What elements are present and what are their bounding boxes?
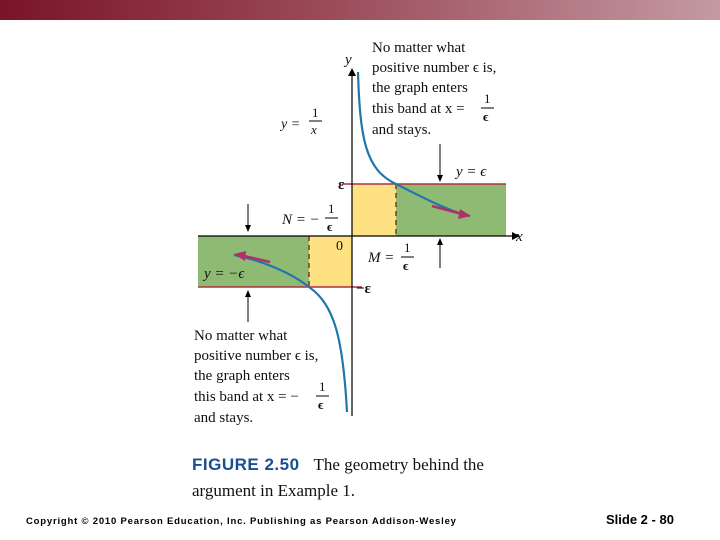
slide-number: Slide 2 - 80 <box>606 512 674 527</box>
lower-note-line-1: No matter what <box>194 328 288 344</box>
upper-band-label: y = ϵ <box>456 164 487 180</box>
epsilon-tick-label: ε <box>338 177 345 193</box>
figure-caption-text: The geometry behind the argument in Example 1. <box>192 455 484 500</box>
curve-label-num: 1 <box>312 105 319 120</box>
lower-note-line-2: positive number ϵ is, <box>194 348 319 364</box>
lower-yellow-square <box>309 236 352 287</box>
lower-note-pointer-arrowhead <box>245 290 251 297</box>
upper-note-frac-num: 1 <box>484 91 491 106</box>
lower-note-last-line: and stays. <box>194 410 254 426</box>
M-frac-num: 1 <box>404 240 411 255</box>
lower-band-label: y = −ϵ <box>204 266 245 282</box>
N-frac-den: ϵ <box>327 219 333 234</box>
curve-label-den: x <box>311 122 317 137</box>
lower-note-frac-num: 1 <box>319 379 326 394</box>
M-label-lhs: M = <box>368 250 395 266</box>
upper-note-line-2: positive number ϵ is, <box>372 60 497 76</box>
figure-caption <box>192 452 532 504</box>
origin-label: 0 <box>336 239 343 254</box>
upper-note-pointer-arrowhead <box>437 175 443 182</box>
upper-note-line-4: this band at x = <box>372 101 465 117</box>
N-pointer-arrowhead <box>245 225 251 232</box>
lower-note-frac-den: ϵ <box>318 397 324 412</box>
upper-note-frac-den: ϵ <box>483 109 489 124</box>
N-frac-num: 1 <box>328 201 335 216</box>
curve-label-lhs: y = <box>281 117 301 132</box>
copyright-footer: Copyright © 2010 Pearson Education, Inc. Publishing as Pearson Addison-Wesley <box>26 516 457 527</box>
upper-note-last-line: and stays. <box>372 122 432 138</box>
x-axis-label: x <box>516 229 523 245</box>
upper-note-line-3: the graph enters <box>372 80 468 96</box>
upper-yellow-square <box>352 184 396 236</box>
M-frac-den: ϵ <box>403 258 409 273</box>
lower-note-line-3: the graph enters <box>194 368 290 384</box>
figure-caption-label: FIGURE 2.50 <box>192 455 300 474</box>
M-pointer-arrowhead <box>437 238 443 245</box>
lower-note-line-4: this band at x = − <box>194 389 299 405</box>
neg-epsilon-tick-label: −ε <box>356 281 371 297</box>
upper-note-line-1: No matter what <box>372 40 466 56</box>
N-label-lhs: N = − <box>282 212 320 228</box>
y-axis-label: y <box>345 52 352 68</box>
y-axis-arrow <box>348 68 356 76</box>
